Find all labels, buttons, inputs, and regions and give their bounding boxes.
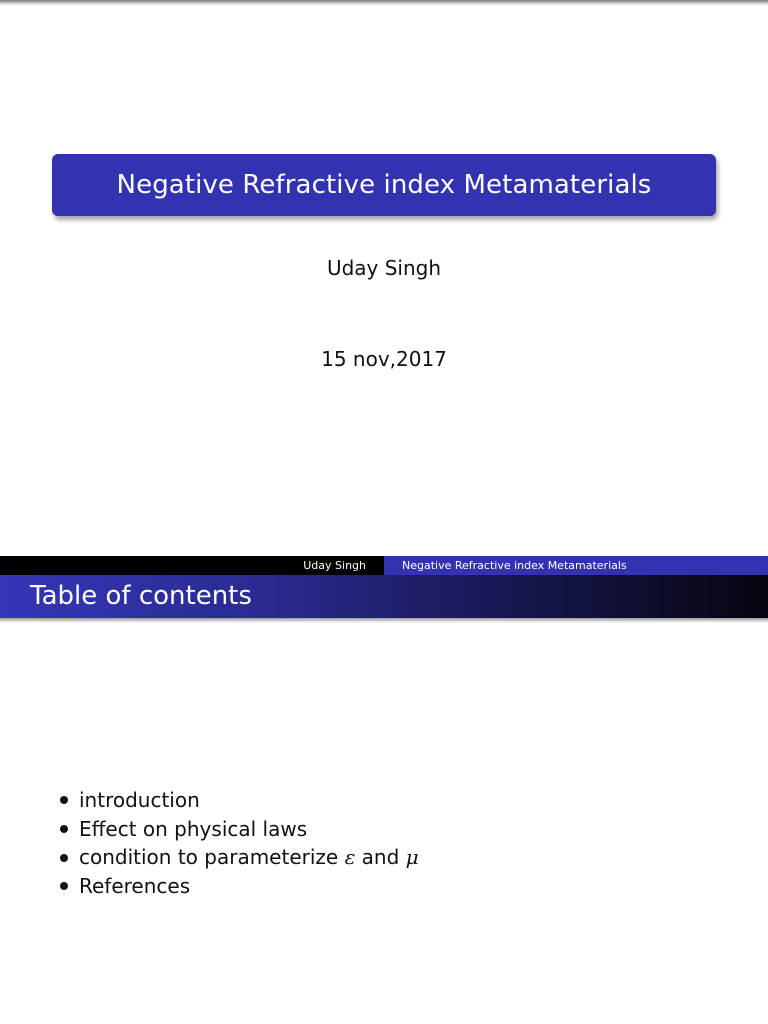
presentation-title: Negative Refractive index Metamaterials bbox=[116, 170, 652, 200]
bullet-icon bbox=[60, 825, 68, 833]
bullet-icon bbox=[60, 882, 68, 890]
epsilon-symbol: ε bbox=[344, 845, 356, 870]
frame-title-shadow bbox=[0, 618, 768, 623]
frame-title: Table of contents bbox=[30, 581, 252, 611]
list-item bbox=[60, 843, 419, 872]
list-item-text-part: and bbox=[355, 845, 406, 870]
bullet-icon bbox=[60, 796, 68, 804]
list-item-text: References bbox=[79, 874, 191, 899]
bullet-icon bbox=[60, 854, 68, 862]
footline bbox=[0, 556, 768, 575]
footline-author: Uday Singh bbox=[0, 556, 384, 575]
frame-title-bar bbox=[0, 575, 768, 618]
page-top-edge bbox=[0, 0, 768, 6]
author-name: Uday Singh bbox=[326, 256, 442, 280]
mu-symbol: μ bbox=[405, 845, 419, 870]
title-slide-box bbox=[52, 154, 716, 216]
table-of-contents-list bbox=[60, 786, 419, 901]
footline-title: Negative Refractive index Metamaterials bbox=[384, 556, 768, 575]
list-item-text bbox=[79, 843, 419, 872]
list-item-text: Effect on physical laws bbox=[79, 816, 308, 841]
list-item bbox=[60, 872, 419, 901]
presentation-date: 15 nov,2017 bbox=[321, 347, 447, 371]
list-item-text: introduction bbox=[79, 788, 200, 812]
list-item-text-part: condition to parameterize bbox=[79, 845, 345, 870]
list-item bbox=[60, 815, 419, 844]
list-item bbox=[60, 786, 419, 815]
